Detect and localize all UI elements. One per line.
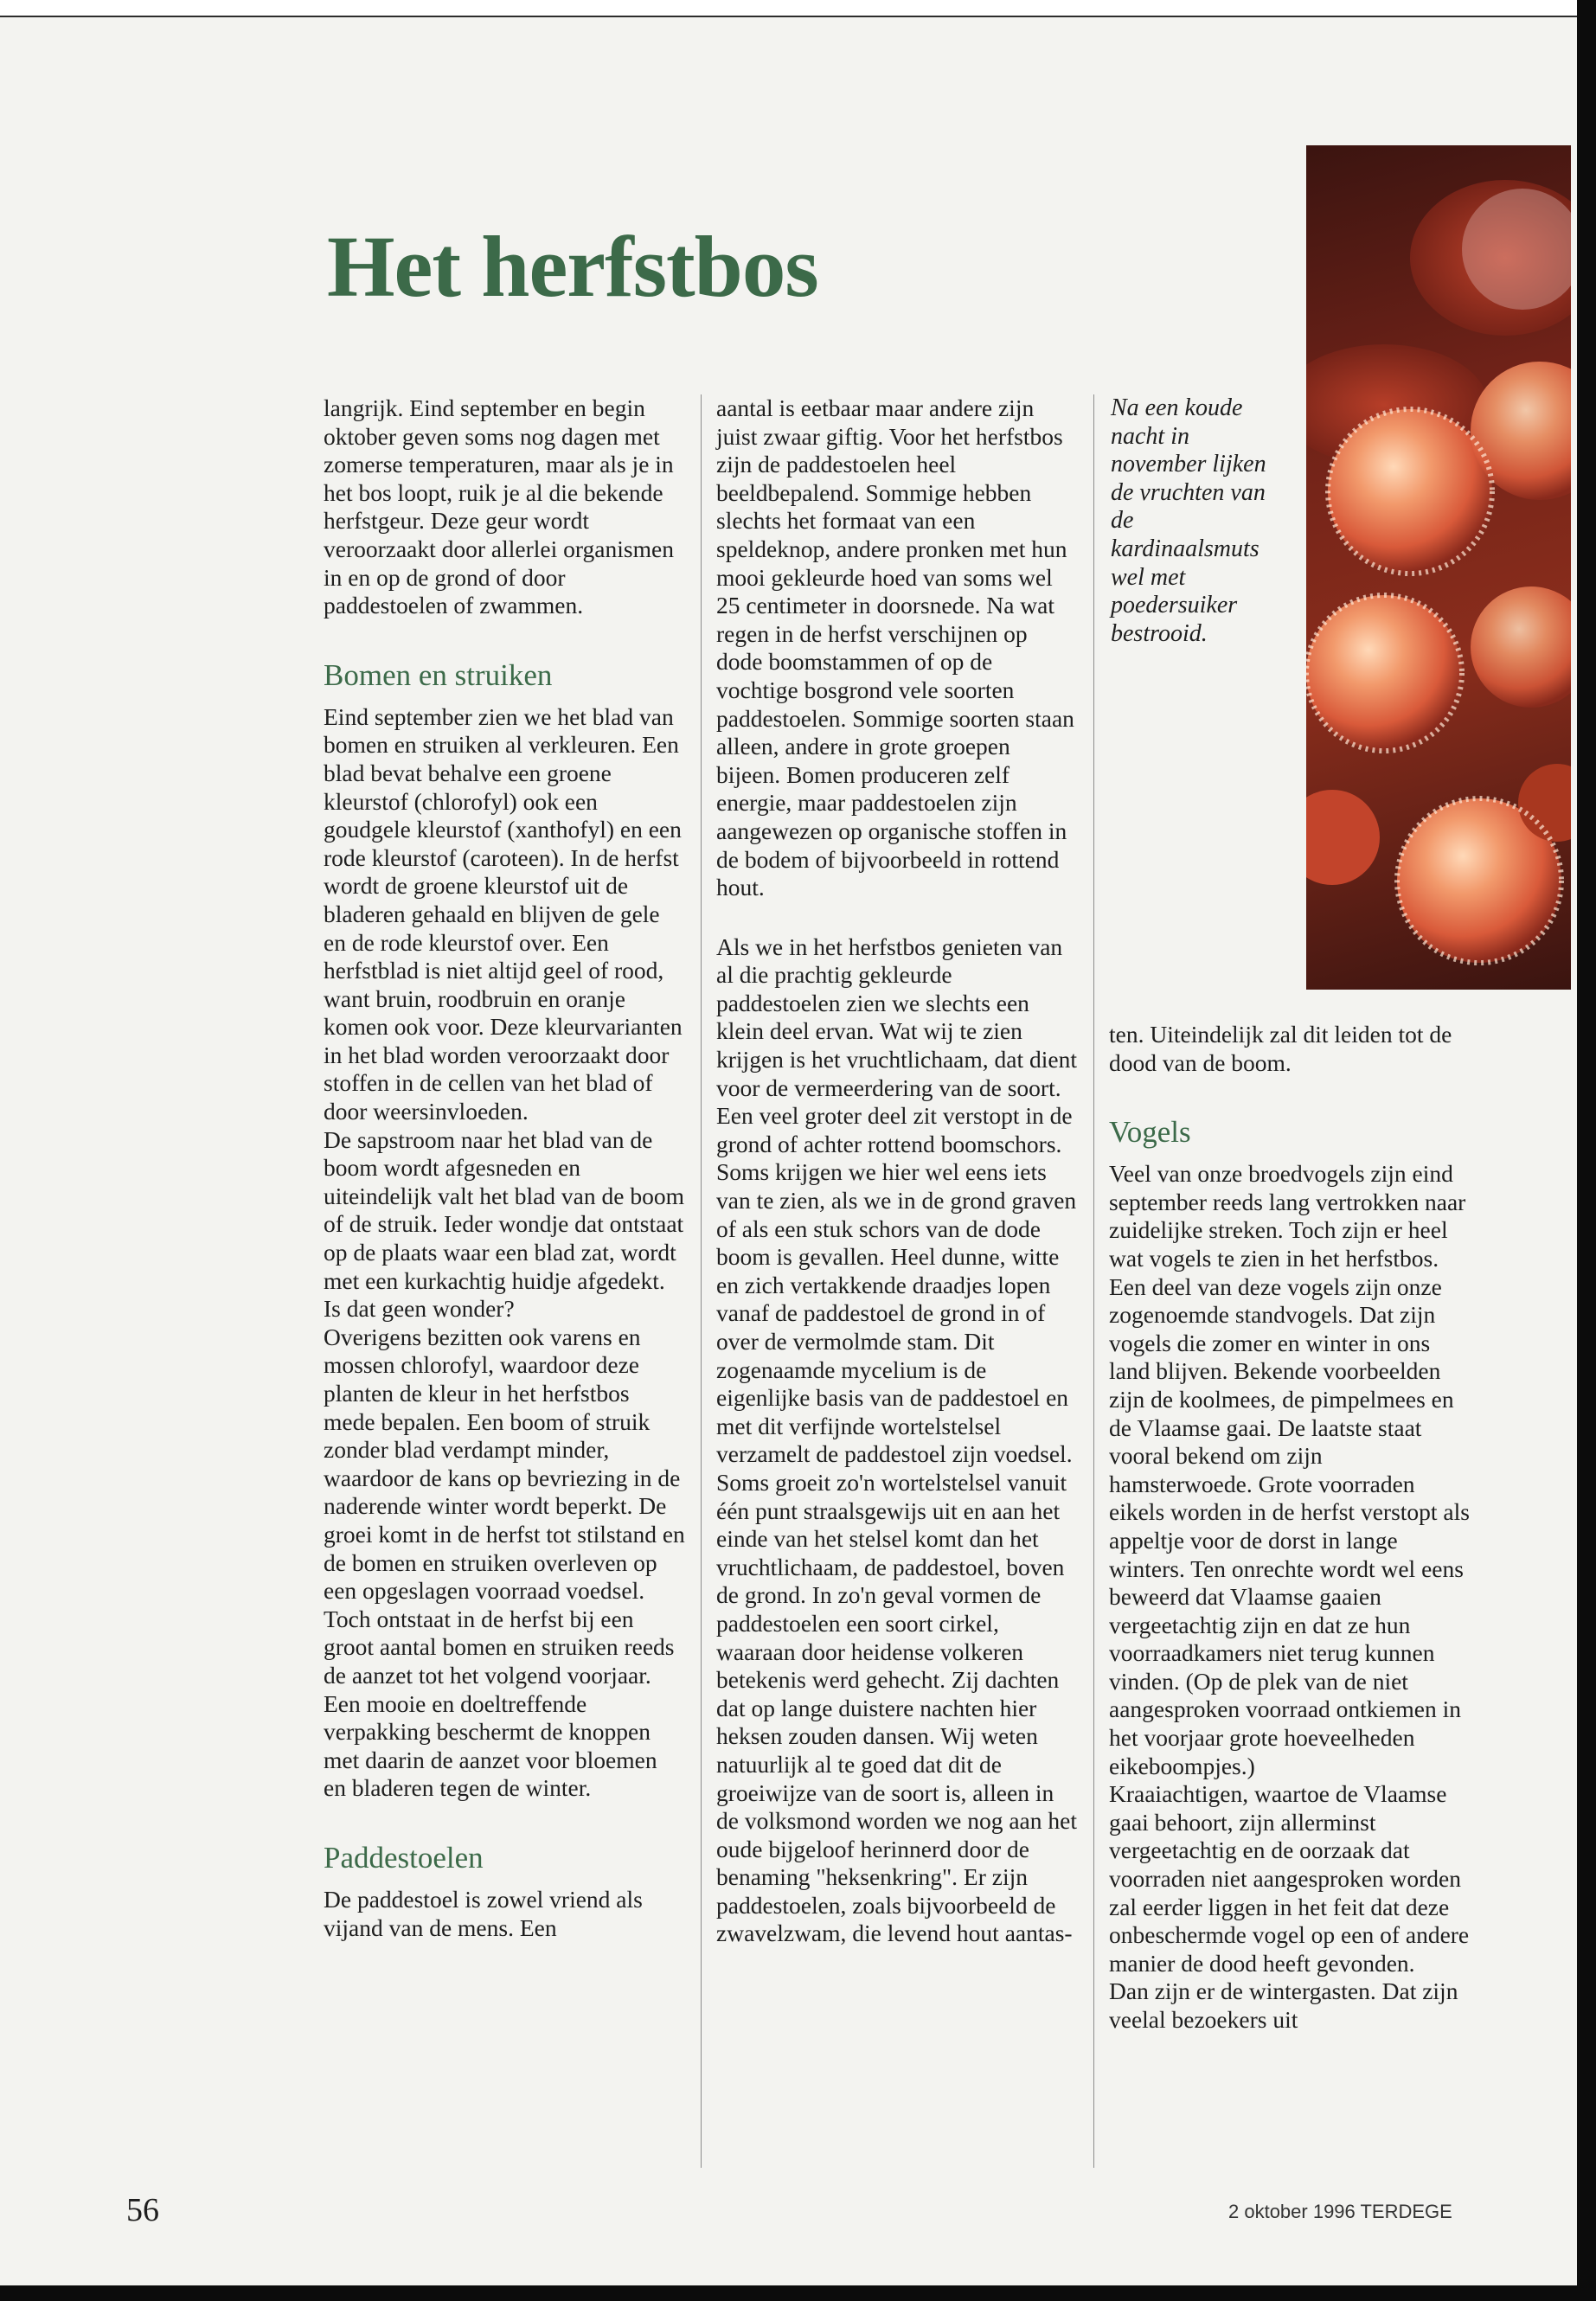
issue-footer: 2 oktober 1996 TERDEGE bbox=[1228, 2201, 1452, 2222]
intro-paragraph: langrijk. Eind september en begin oktober geven soms nog dagen met zomerse temperaturen, maar als je in het bos loopt, ruik je al die bekende herfstgeur. Deze geur wordt veroorzaakt door allerlei organismen in en op de grond of door paddestoelen of zwammen. bbox=[324, 394, 674, 619]
scan-right-border bbox=[1577, 0, 1596, 2301]
paragraph: Dan zijn er de wintergasten. Dat zijn veelal bezoekers uit bbox=[1109, 1977, 1458, 2033]
paragraph: Soms groeit zo'n wortelstelsel vanuit één punt straalsgewijs uit en aan het einde van het stelsel komt dan het vruchtlichaam, de paddestoel, boven de grond. In zo'n geval vormen de paddestoelen een soort cirkel, waaraan door heidense volkeren betekenis werd gehecht. Zij dachten dat op lange duistere nachten hier heksen zouden dansen. Wij weten natuurlijk al te goed dat dit de groeiwijze van de soort is, alleen in de volksmond worden we nog aan het oude bijgeloof herinnerd door de benaming "heksenkring". Er zijn paddestoelen, zoals bijvoorbeeld de zwavelzwam, die levend hout aantas- bbox=[716, 1468, 1077, 1947]
berries-illustration bbox=[1306, 145, 1571, 990]
scan-top-border bbox=[0, 0, 1596, 16]
magazine-page bbox=[0, 17, 1577, 2285]
paragraph: Overigens bezitten ook varens en mossen chlorofyl, waardoor deze planten de kleur in het herfstbos mede bepalen. Een boom of struik zonder blad verdampt minder, waardoor de kans op bevriezing in de naderende winter wordt beperkt. De groei komt in de herfst tot stilstand en de bomen en struiken overleven op een opgeslagen voorraad voedsel. Toch ontstaat in de herfst bij een groot aantal bomen en struiken reeds de aanzet tot het volgend voorjaar. Een mooie en doeltreffende verpakking beschermt de knoppen met daarin de aanzet voor bloemen en bladeren tegen de winter. bbox=[324, 1323, 685, 1802]
paragraph: Als we in het herfstbos genieten van al die prachtig gekleurde paddestoelen zien we slechts een klein deel ervan. Wat wij te zien krijgen is het vruchtlichaam, dat dient voor de vermeerdering van de soort. Een veel groter deel zit verstopt in de grond of achter rottend boomschors. Soms krijgen we hier wel eens iets van te zien, als we in de grond graven of als een stuk schors van de dode boom is gevallen. Heel dunne, witte en zich vertakkende draadjes lopen vanaf de paddestoel de grond in of over de vermolmde stam. Dit zogenaamde mycelium is de eigenlijke basis van de paddestoel en met dit verfijnde wortelstelsel verzamelt de paddestoel zijn voedsel. bbox=[716, 933, 1077, 1468]
column-divider bbox=[1093, 394, 1094, 2168]
article-title: Het herfstbos bbox=[327, 218, 818, 315]
column-divider bbox=[701, 394, 702, 2168]
paragraph: De paddestoel is zowel vriend als vijand van de mens. Een bbox=[324, 1885, 643, 1941]
paragraph: aantal is eetbaar maar andere zijn juist zwaar giftig. Voor het herfstbos zijn de paddestoelen heel beeldbepalend. Sommige hebben slechts het formaat van een speldeknop, andere pronken met hun mooi gekleurde hoed van soms wel 25 centimeter in doorsnede. Na wat regen in de herfst verschijnen op dode boomstammen of op de vochtige bosgrond vele soorten paddestoelen. Sommige soorten staan alleen, andere in grote groepen bijeen. Bomen produceren zelf energie, maar paddestoelen zijn aangewezen op organische stoffen in de bodem of bijvoorbeeld in rottend hout. bbox=[716, 394, 1074, 901]
page-number: 56 bbox=[126, 2192, 159, 2228]
paragraph: Eind september zien we het blad van bomen en struiken al verkleuren. Een blad bevat behalve een groene kleurstof (chlorofyl) ook een goudgele kleurstof (xanthofyl) en een rode kleurstof (caroteen). In de herfst wordt de groene kleurstof uit de bladeren gehaald en blijven de gele en de rode kleurstof over. Een herfstblad is niet altijd geel of rood, want bruin, roodbruin en oranje komen ook voor. Deze kleurvarianten in het blad worden veroorzaakt door stoffen in de cellen van het blad of door weersinvloeden. bbox=[324, 702, 683, 1125]
heading-vogels: Vogels bbox=[1109, 1115, 1191, 1150]
paragraph: Veel van onze broedvogels zijn eind september reeds lang vertrokken naar zuidelijke streken. Toch zijn er heel wat vogels te zien in het herfstbos. Een deel van deze vogels zijn onze zogenoemde standvogels. Dat zijn vogels die zomer en winter in ons land blijven. Bekende voorbeelden zijn de koolmees, de pimpelmees en de Vlaamse gaai. De laatste staat vooral bekend om zijn hamsterwoede. Grote voorraden eikels worden in de herfst verstopt als appeltje voor de dorst in lange winters. Ten onrechte wordt wel eens beweerd dat Vlaamse gaaien vergeetachtig zijn en dat ze hun voorraadkamers niet terug kunnen vinden. (Op de plek van de niet aangesproken voorraad ontkiemen in het voorjaar grote hoeveelheden eikeboompjes.) bbox=[1109, 1160, 1470, 1779]
heading-paddestoelen: Paddestoelen bbox=[324, 1840, 484, 1875]
paragraph: De sapstroom naar het blad van de boom wordt afgesneden en uiteindelijk valt het blad van de boom of de struik. Ieder wondje dat ontstaat op de plaats waar een blad zat, wordt met een kurkachtig huidje afgedekt. Is dat geen wonder? bbox=[324, 1125, 684, 1323]
text-column-1 bbox=[324, 394, 685, 1942]
paragraph: Kraaiachtigen, waartoe de Vlaamse gaai behoort, zijn allerminst vergeetachtig en de oorzaak dat voorraden niet aangesproken worden zal eerder liggen in het feit dat deze onbeschermde vogel op een of andere manier de dood heeft gevonden. bbox=[1109, 1780, 1470, 1977]
photo-frosted-spindle-berries bbox=[1306, 145, 1571, 990]
text-column-3 bbox=[1109, 1021, 1471, 2035]
photo-caption: Na een koude nacht in november lijken de vruchten van de kardinaalsmuts wel met poedersuiker bestrooid. bbox=[1111, 394, 1266, 647]
text-column-2 bbox=[716, 394, 1078, 1948]
paragraph: ten. Uiteindelijk zal dit leiden tot de dood van de boom. bbox=[1109, 1021, 1452, 1076]
scan-bottom-border bbox=[0, 2285, 1596, 2301]
heading-bomen-en-struiken: Bomen en struiken bbox=[324, 657, 553, 692]
